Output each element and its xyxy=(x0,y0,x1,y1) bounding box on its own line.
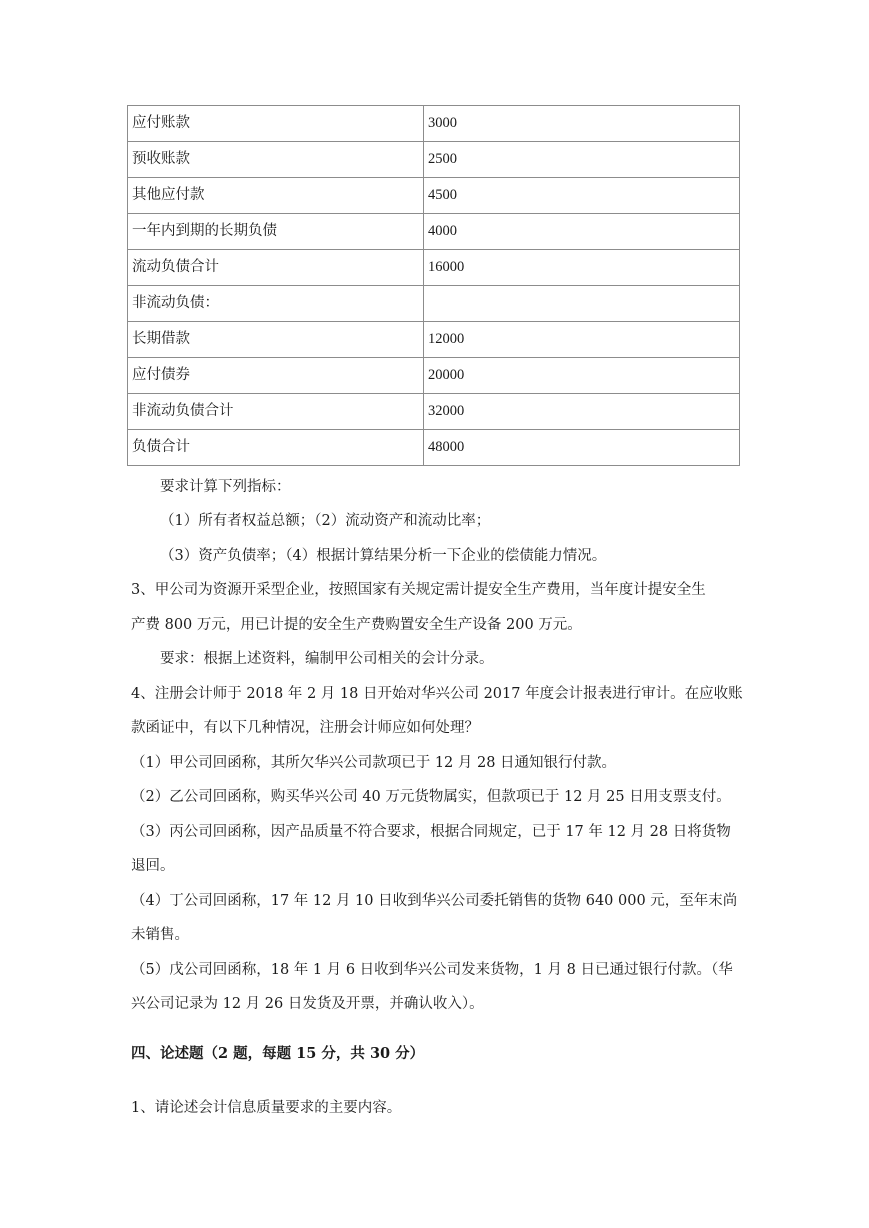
table-cell-item: 应付债券 xyxy=(128,358,424,394)
q4-text-line1: 4、注册会计师于 2018 年 2 月 18 日开始对华兴公司 2017 年度会计报表进行审计。在应收账 xyxy=(131,686,743,702)
q4-case-3-line2: 退回。 xyxy=(131,858,175,874)
q3-requirement: 要求：根据上述资料，编制甲公司相关的会计分录。 xyxy=(160,651,494,667)
q4-case-2: （2）乙公司回函称，购买华兴公司 40 万元货物属实，但款项已于 12 月 25 日用支票支付。 xyxy=(131,789,731,805)
table-row xyxy=(128,394,740,430)
table-cell-item: 流动负债合计 xyxy=(128,250,424,286)
table-row xyxy=(128,178,740,214)
table-row xyxy=(128,250,740,286)
table-cell-value: 2500 xyxy=(424,142,740,178)
table-row xyxy=(128,214,740,250)
table-cell-value: 20000 xyxy=(424,358,740,394)
table-cell-item: 非流动负债合计 xyxy=(128,394,424,430)
q4-case-1: （1）甲公司回函称，其所欠华兴公司款项已于 12 月 28 日通知银行付款。 xyxy=(131,755,617,771)
table-row xyxy=(128,142,740,178)
table-cell-value: 4500 xyxy=(424,178,740,214)
table-cell-item: 长期借款 xyxy=(128,322,424,358)
table-row xyxy=(128,106,740,142)
table-cell-value xyxy=(424,286,740,322)
essay-question-1: 1、请论述会计信息质量要求的主要内容。 xyxy=(131,1100,402,1116)
q4-case-4-line2: 未销售。 xyxy=(131,927,189,943)
table-cell-value: 48000 xyxy=(424,430,740,466)
table-cell-value: 32000 xyxy=(424,394,740,430)
table-cell-item: 非流动负债： xyxy=(128,286,424,322)
table-cell-item: 负债合计 xyxy=(128,430,424,466)
table-cell-item: 一年内到期的长期负债 xyxy=(128,214,424,250)
q3-text-line1: 3、甲公司为资源开采型企业，按照国家有关规定需计提安全生产费用，当年度计提安全生 xyxy=(131,582,706,598)
liabilities-table xyxy=(127,105,740,466)
table-cell-item: 预收账款 xyxy=(128,142,424,178)
table-row xyxy=(128,286,740,322)
q4-text-line2: 款函证中，有以下几种情况，注册会计师应如何处理？ xyxy=(131,720,479,736)
table-cell-value: 12000 xyxy=(424,322,740,358)
table-row xyxy=(128,322,740,358)
q2-items-1-2: （1）所有者权益总额；（2）流动资产和流动比率； xyxy=(160,513,491,529)
section-heading: 四、论述题（2 题，每题 15 分，共 30 分） xyxy=(131,1045,425,1062)
table-row xyxy=(128,430,740,466)
q4-case-4-line1: （4）丁公司回函称，17 年 12 月 10 日收到华兴公司委托销售的货物 640 000 元，至年末尚 xyxy=(131,893,738,909)
table-cell-value: 3000 xyxy=(424,106,740,142)
table-row xyxy=(128,358,740,394)
q3-text-line2: 产费 800 万元，用已计提的安全生产费购置安全生产设备 200 万元。 xyxy=(131,617,582,633)
q4-case-3-line1: （3）丙公司回函称，因产品质量不符合要求，根据合同规定，已于 17 年 12 月 28 日将货物 xyxy=(131,824,731,840)
table-cell-item: 其他应付款 xyxy=(128,178,424,214)
table-cell-value: 16000 xyxy=(424,250,740,286)
q2-requirement: 要求计算下列指标： xyxy=(160,479,291,495)
q4-case-5-line2: 兴公司记录为 12 月 26 日发货及开票，并确认收入）。 xyxy=(131,996,484,1012)
q4-case-5-line1: （5）戊公司回函称，18 年 1 月 6 日收到华兴公司发来货物，1 月 8 日已通过银行付款。（华 xyxy=(131,962,733,978)
q2-items-3-4: （3）资产负债率；（4）根据计算结果分析一下企业的偿债能力情况。 xyxy=(160,548,607,564)
table-cell-value: 4000 xyxy=(424,214,740,250)
table-cell-item: 应付账款 xyxy=(128,106,424,142)
